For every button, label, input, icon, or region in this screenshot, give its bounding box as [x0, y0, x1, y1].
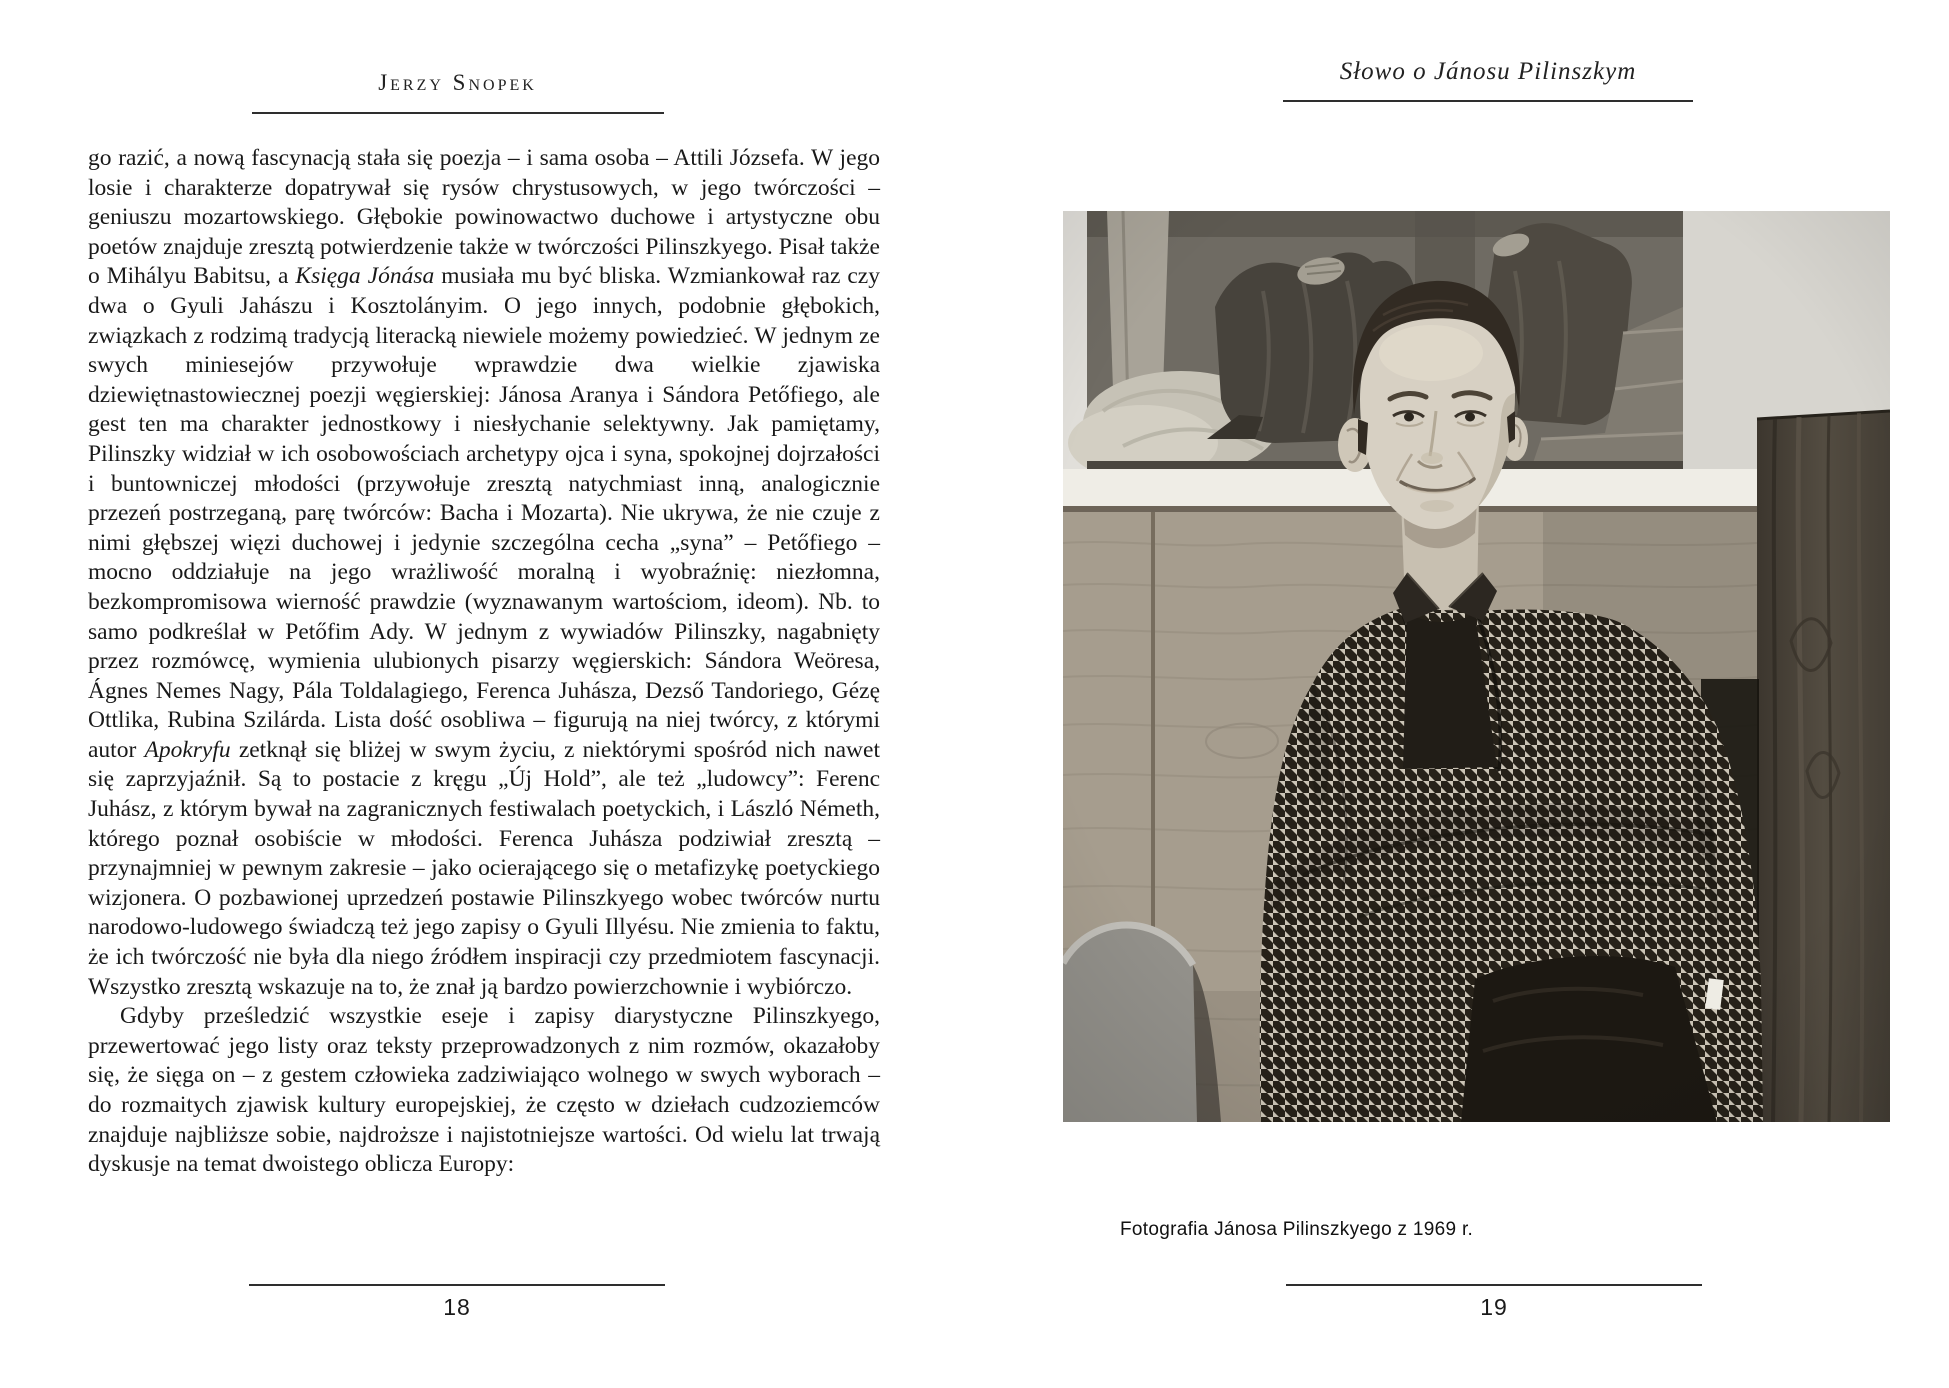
photo-caption: Fotografia Jánosa Pilinszkyego z 1969 r.	[1120, 1219, 1474, 1240]
header-rule-left	[252, 112, 664, 114]
pilinszky-photo-illustration	[1063, 211, 1890, 1122]
body-paragraph: Gdyby prześledzić wszystkie eseje i zapisy diarystyczne Pilinszkyego, przewertować jego listy oraz teksty przeprowadzonych z nim rozmów, okazałoby się, że sięga on – z gestem człowieka zadziwiająco wolnego w swych wyborach – do rozmaitych zjawisk kultury europejskiej, że często w dziełach cudzoziemców znajduje najbliższe sobie, najdroższe i najistotniejsze wartości. Od wielu lat trwają dyskusje na temat dwoistego oblicza Europy:	[88, 1003, 880, 1178]
running-header-chapter: Słowo o Jánosu Pilinszkym	[1339, 58, 1637, 85]
body-paragraph: go razić, a nową fascynacją stała się poezja – i sama osoba – Attili Józsefa. W jego losie i charakterze dopatrywał się rysów chrystusowych, w jego twórczości – geniuszu mozartowskiego. Głębokie powinowactwo duchowe i artystyczne obu poetów znajduje zresztą potwierdzenie także w twórczości Pilinszkyego. Pisał także o Mihályu Babitsu, a Księga Jónása musiała mu być bliska. Wzmiankował raz czy dwa o Gyuli Jahászu i Kosztolányim. O jego innych, podobnie głębokich, związkach z rodzimą tradycją literacką niewiele możemy powiedzieć. W jednym ze swych miniesejów przywołuje wprawdzie dwa wielkie zjawiska dziewiętnastowiecznej poezji węgierskiej: Jánosa Aranya i Sándora Petőfiego, ale gest ten ma charakter jednostkowy i niesłychanie selektywny. Jak pamiętamy, Pilinszky widział w ich osobowościach archetypy ojca i syna, spokojnej dojrzałości i buntowniczej młodości (przywołuje zresztą natychmiast inną, analogicznie przezeń postrzeganą, parę twórców: Bacha i Mozarta). Nie ukrywa, że nie czuje z nimi głębszej więzi duchowej i jedynie szczególna cecha „syna” – Petőfiego – mocno oddziałuje na jego wrażliwość moralną i wyobraźnię: niezłomna, bezkompromisowa wierność prawdzie (wyznawanym wartościom, ideom). Nb. to samo podkreślał w Petőfim Ady. W jednym z wywiadów Pilinszky, nagabnięty przez rozmówcę, wymienia ulubionych pisarzy węgierskich: Sándora Weöresa, Ágnes Nemes Nagy, Pála Toldalagiego, Ferenca Juhásza, Dezső Tandoriego, Gézę Ottlika, Rubina Szilárda. Lista dość osobliwa – figurują na niej twórcy, z którymi autor Apokryfu zetknął się bliżej w swym życiu, z niektórymi spośród nich nawet się zaprzyjaźnił. Są to postacie z kręgu „Új Hold”, ale też „ludowcy”: Ferenc Juhász, z którym bywał na zagranicznych festiwalach poetyckich, i László Németh, którego poznał osobiście w młodości. Ferenca Juhásza podziwiał zresztą – przynajmniej w pewnym zakresie – jako ocierającego się o metafizykę poetyckiego wizjonera. O pozbawionej uprzedzeń postawie Pilinszkyego wobec twórców nurtu narodowo-ludowego świadczą też jego zapisy o Gyuli Illyésu. Nie zmienia to faktu, że ich twórczość nie była dla niego źródłem inspiracji czy przedmiotem fascynacji. Wszystko zresztą wskazuje na to, że znał ją bardzo powierzchownie i wybiórczo.	[88, 145, 880, 1000]
header-rule-right	[1283, 100, 1693, 102]
body-text-column	[88, 144, 880, 1180]
footer-rule-right	[1286, 1284, 1702, 1286]
page-number-right: 19	[1480, 1294, 1508, 1320]
footer-rule-left	[249, 1284, 665, 1286]
pilinszky-photo	[1063, 211, 1890, 1122]
page-number-left: 18	[443, 1294, 471, 1320]
running-header-author: Jerzy Snopek	[378, 70, 537, 95]
